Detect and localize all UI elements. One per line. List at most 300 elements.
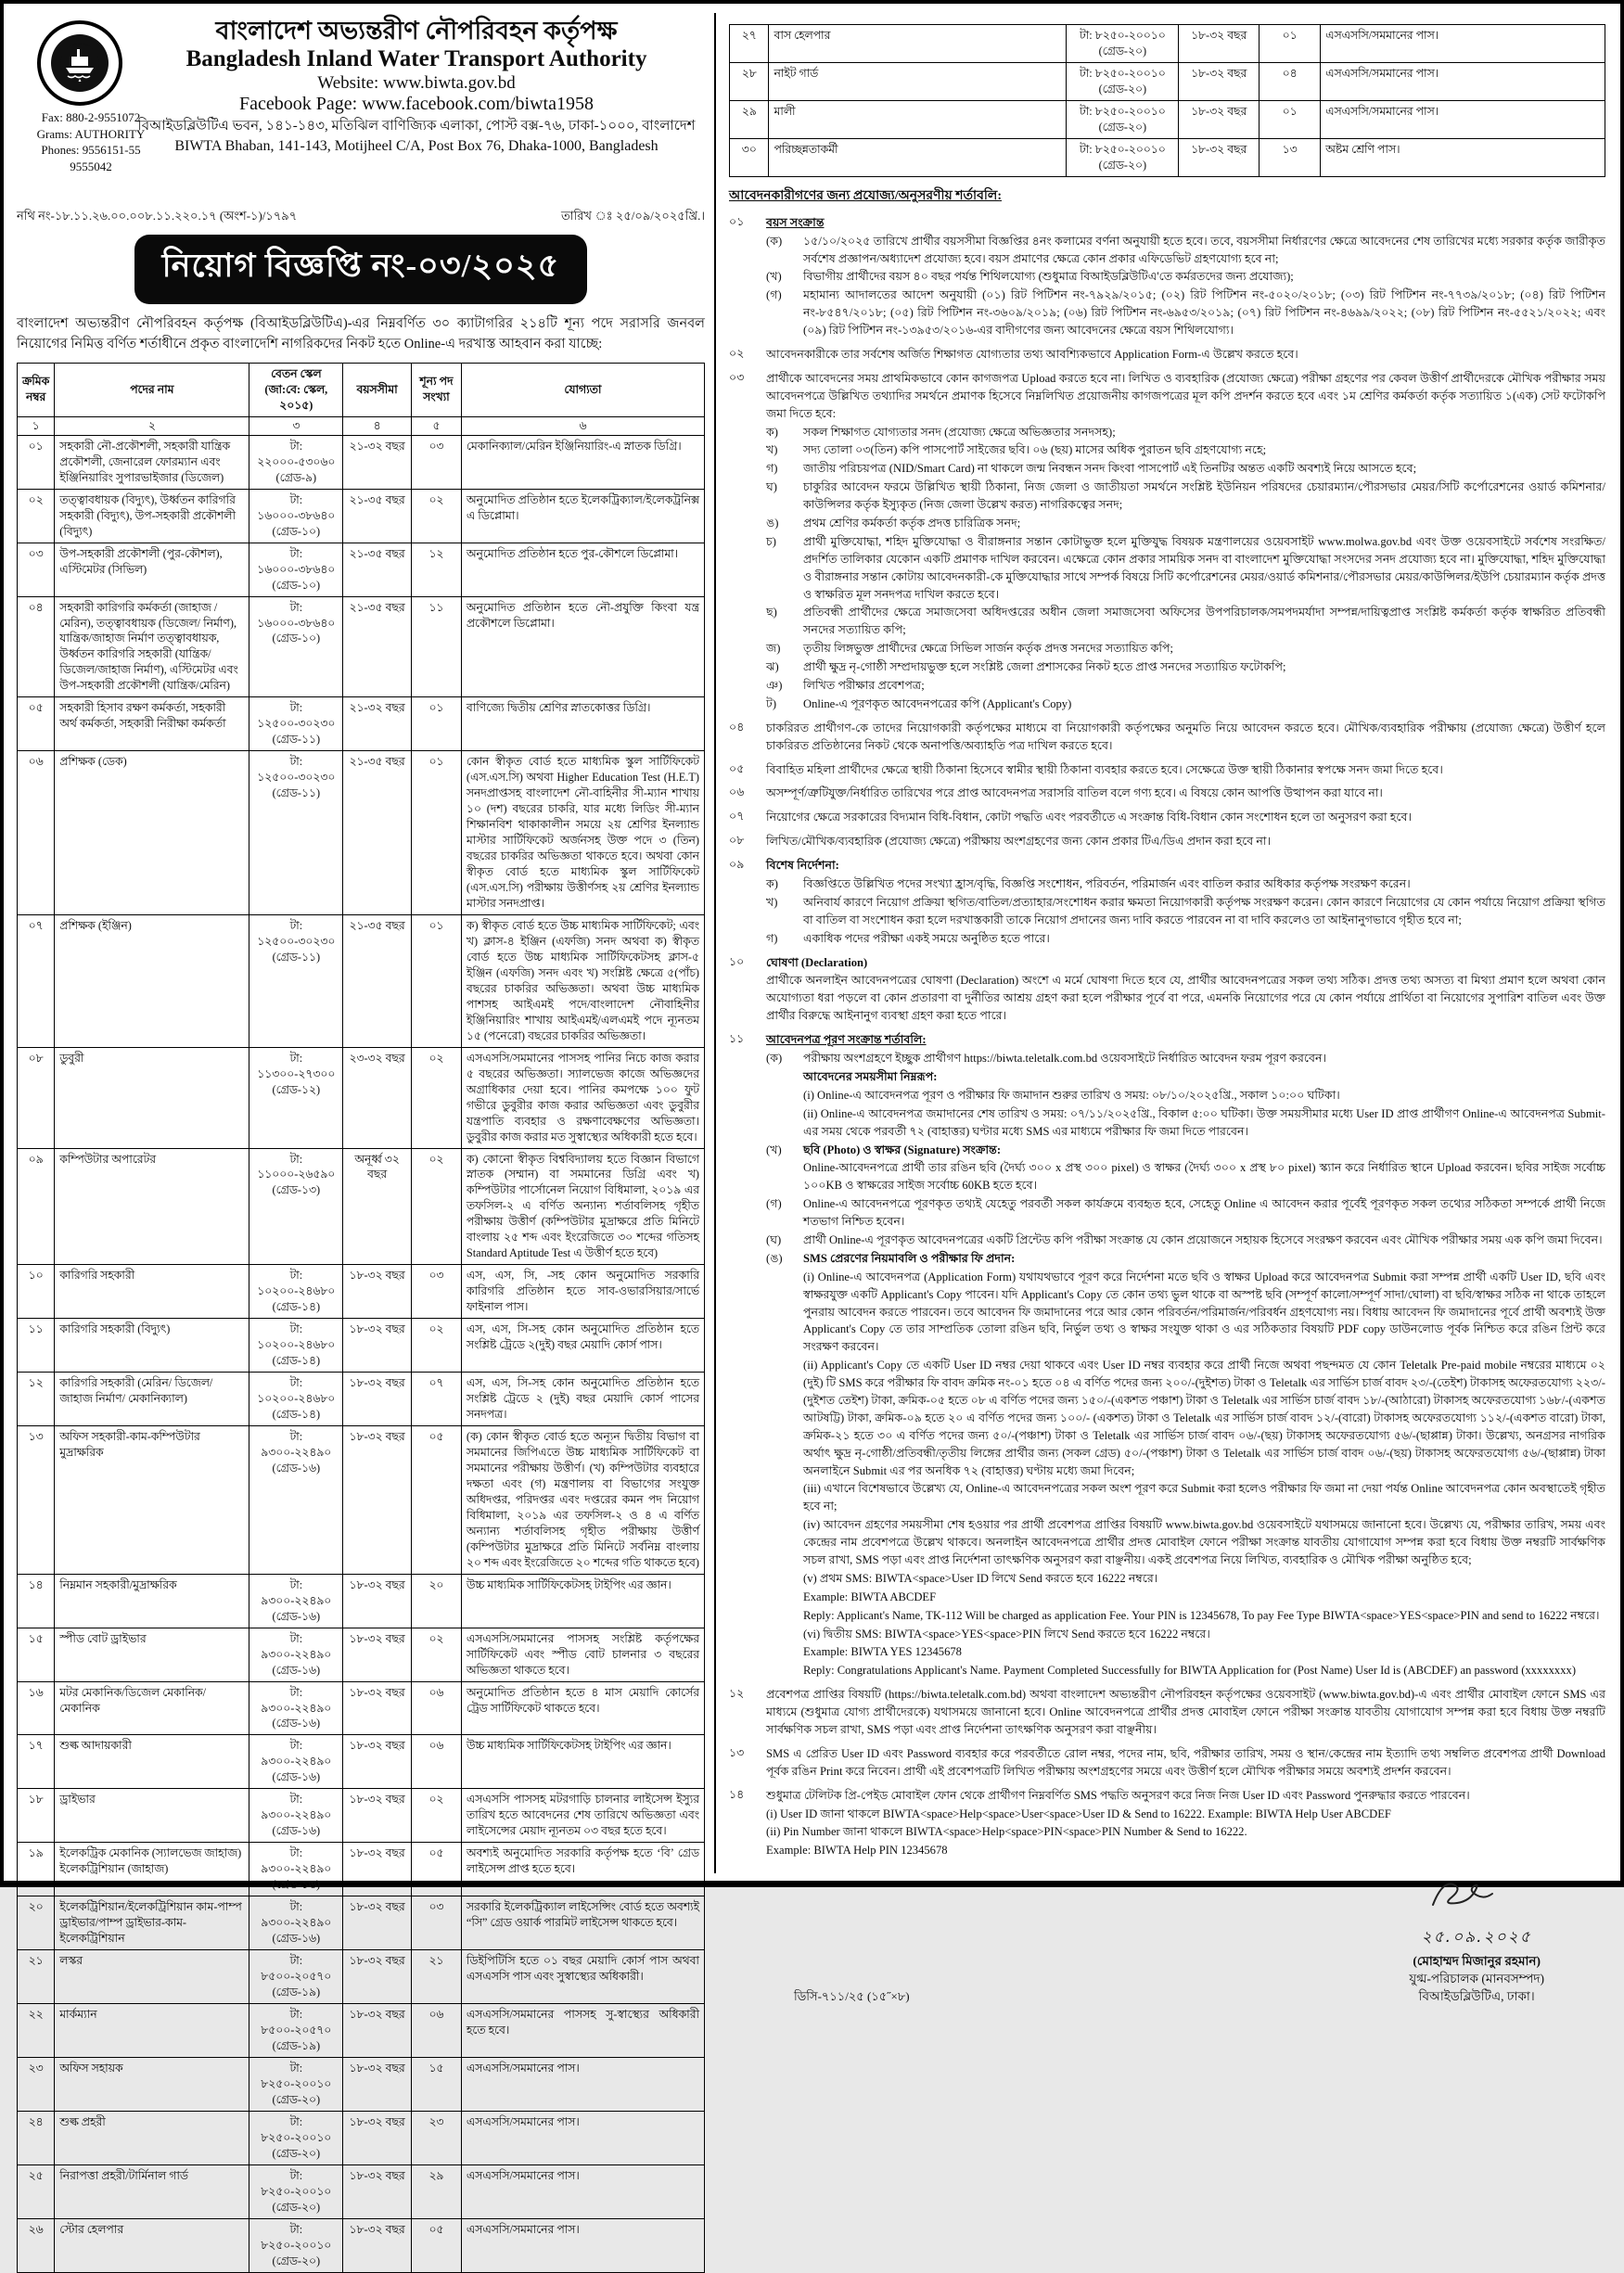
cell-age-limit: ১৮-৩২ বছর <box>343 1426 412 1575</box>
org-title-bn: বাংলাদেশ অভ্যন্তরীণ নৌপরিবহন কর্তৃপক্ষ <box>215 17 618 45</box>
cell-post-name: সহকারী হিসাব রক্ষণ কর্মকর্তা, সহকারী অর্থ কর্মকর্তা, সহকারী নিরীক্ষা কর্মকর্তা <box>55 697 249 751</box>
cell-vacancy: ০৭ <box>412 1373 462 1426</box>
scale-grade: (গ্রেড-১৪) <box>272 1408 321 1422</box>
scale-grade: (গ্রেড-১১) <box>272 786 321 800</box>
cell-serial: ২০ <box>18 1896 55 1950</box>
condition-item <box>729 719 1605 756</box>
file-number: নথি নং-১৮.১১.২৬.০০.০০৮.১১.২২০.১৭ (অংশ-১)/১৭৯৭ <box>17 209 298 223</box>
condition-sub-item <box>766 1250 1605 1268</box>
scale-amount: টা: ৮২৫০-২০০১০ <box>1079 66 1166 80</box>
table-row <box>18 2003 705 2057</box>
cell-pay-scale <box>1067 25 1179 63</box>
condition-sub-item <box>766 479 1605 514</box>
table-row <box>18 1373 705 1426</box>
condition-text: বয়স সংক্রান্ত <box>766 215 825 229</box>
column-number: ৪ <box>343 416 412 435</box>
condition-text: (i) User ID জানা থাকলে BIWTA<space>Help<space>User<space>User ID & Send to 16222. Example: BIWTA Help User ABCDEF <box>766 1807 1391 1820</box>
condition-body <box>766 856 1605 948</box>
notice-title-banner: নিয়োগ বিজ্ঞপ্তি নং-০৩/২০২৫ <box>134 235 588 304</box>
cell-age-limit: ১৮-৩২ বছর <box>343 2111 412 2164</box>
cell-post-name: কারিগরি সহকারী <box>55 1265 249 1319</box>
condition-sub-item <box>766 875 1605 893</box>
cell-pay-scale <box>249 1950 343 2004</box>
cell-age-limit: ২১-৩৫ বছর <box>343 489 412 543</box>
ship-emblem-icon <box>58 42 101 84</box>
condition-item <box>729 1030 1605 1680</box>
condition-number: ০৯ <box>729 858 745 872</box>
condition-text: Example: BIWTA ABCDEF <box>803 1590 937 1603</box>
scale-grade: (গ্রেড-২০) <box>1098 44 1147 57</box>
table-row <box>730 138 1605 176</box>
cell-qualification: বাণিজ্যে দ্বিতীয় শ্রেণির স্নাতকোত্তর ডিগ্রি। <box>461 697 704 751</box>
cell-vacancy: ০১ <box>412 697 462 751</box>
positions-table-right <box>729 24 1605 177</box>
condition-text: লিখিত পরীক্ষার প্রবেশপত্র; <box>803 679 925 693</box>
condition-sub-label: খ) <box>766 895 778 909</box>
biwta-logo-icon <box>37 20 122 106</box>
cell-serial: ১৩ <box>18 1426 55 1575</box>
cell-age-limit: ১৮-৩২ বছর <box>1179 25 1260 63</box>
condition-text: প্রার্থী ক্ষুদ্র নৃ-গোষ্ঠী সম্প্রদায়ভুক্ত হলে সংশ্লিষ্ট জেলা প্রশাসকের নিকট হতে প্রাপ্ত সনদের সত্যায়িত ফটোকপি; <box>803 660 1286 674</box>
cell-serial: ১৭ <box>18 1735 55 1789</box>
condition-item <box>729 1786 1605 1861</box>
cell-post-name: অফিস সহায়ক <box>55 2057 249 2111</box>
cell-serial: ১৪ <box>18 1574 55 1628</box>
cell-age-limit: ১৮-৩২ বছর <box>1179 62 1260 100</box>
cell-post-name: প্রশিক্ষক (ডেক) <box>55 751 249 915</box>
cell-vacancy: ০১ <box>1260 100 1321 138</box>
cell-vacancy: ২৯ <box>412 2164 462 2218</box>
scale-amount: টা: ১৬০০০-৩৮৬৪০ <box>257 546 336 576</box>
condition-body <box>766 953 1605 1027</box>
condition-text: চাকুরির আবেদন ফরমে উল্লিখিত স্থায়ী ঠিকানা, নিজ জেলা ও জাতীয়তা সমর্থনে সংশ্লিষ্ট ইউনিয়ন পরিষদের চেয়ারম্যান/পৌরসভার মেয়র/সিটি কর্পোরেশনের ওয়ার্ড কমিশনার/কাউন্সিলর কর্তৃক ইস্যুকৃত (নিজ জেলা উল্লেখ করত) নাগরিকত্বের সনদ; <box>803 480 1605 512</box>
cell-age-limit: ১৮-৩২ বছর <box>343 1574 412 1628</box>
condition-text: বিভাগীয় প্রার্থীদের বয়স ৪০ বছর পর্যন্ত শিথিলযোগ্য (শুধুমাত্র বিআইডব্লিউটিএ'তে কর্মরতদের জন্য প্রযোজ্য); <box>803 270 1294 284</box>
scale-grade: (গ্রেড-১৯) <box>272 2038 321 2052</box>
table-row <box>18 1789 705 1843</box>
cell-vacancy: ১৩ <box>1260 138 1321 176</box>
cell-serial: ৩০ <box>730 138 769 176</box>
condition-sub-item <box>766 441 1605 459</box>
scale-grade: (গ্রেড-২০) <box>1098 158 1147 172</box>
cell-qualification: এসএসসি/সমমানের পাস। <box>461 2111 704 2164</box>
cell-age-limit: ১৮-৩২ বছর <box>343 1681 412 1735</box>
condition-sub-item <box>766 1142 1605 1159</box>
cell-age-limit: ১৮-৩২ বছর <box>343 2164 412 2218</box>
signatory-org: বিআইডব্লিউটিএ, ঢাকা। <box>1418 1988 1535 2003</box>
cell-qualification: উচ্চ মাধ্যমিক সার্টিফিকেটসহ টাইপিং এর জ্ঞান। <box>461 1735 704 1789</box>
cell-serial: ১৯ <box>18 1843 55 1896</box>
condition-sub-label: গ) <box>766 462 778 476</box>
condition-sub-label: (ক) <box>766 1052 783 1066</box>
scale-grade: (গ্রেড-১১) <box>272 733 321 747</box>
cell-serial: ০২ <box>18 489 55 543</box>
scale-amount: টা: ১৬০০০-৩৮৬৪০ <box>257 492 336 522</box>
condition-text: প্রতিবন্ধী প্রার্থীদের ক্ষেত্রে সমাজসেবা অধিদপ্তরের অধীন জেলা সমাজসেবা অফিসের উপপরিচালক/সমপদমর্যাদা সম্পন্ন/দায়িত্বপ্রাপ্ত সংশ্লিষ্ট কর্মকর্তা কর্তৃক স্বাক্ষরিত প্রতিবন্ধী সনদের সত্যায়িত কপি; <box>803 606 1605 637</box>
cell-pay-scale <box>249 543 343 596</box>
condition-body <box>766 1786 1605 1861</box>
scale-grade: (গ্রেড-১৬) <box>272 1878 321 1892</box>
condition-text: Online-এ পূরণকৃত আবেদনপত্রের কপি (Applicant's Copy) <box>803 696 1072 710</box>
phones-line-2: 9555042 <box>70 159 112 173</box>
cell-pay-scale <box>249 2164 343 2218</box>
cell-serial: ২১ <box>18 1950 55 2004</box>
condition-item <box>729 856 1605 948</box>
cell-serial: ০৯ <box>18 1148 55 1265</box>
cell-vacancy: ০১ <box>412 914 462 1047</box>
column-number: ৫ <box>412 416 462 435</box>
scale-grade: (গ্রেড-১২) <box>272 1082 321 1096</box>
cell-vacancy: ২০ <box>412 1574 462 1628</box>
table-row <box>18 435 705 489</box>
cell-post-name: মটর মেকানিক/ডিজেল মেকানিক/মেকানিক <box>55 1681 249 1735</box>
scale-amount: টা: ২২০০০-৫৩০৬০ <box>257 439 336 468</box>
cell-serial: ০৪ <box>18 596 55 697</box>
cell-vacancy: ১৫ <box>412 2057 462 2111</box>
cell-qualification: এসএসসি/সমমানের পাস। <box>1321 62 1605 100</box>
condition-text: (ii) Applicant's Copy তে একটি User ID নম্বর দেয়া থাকবে এবং User ID নম্বর ব্যবহার করে প্রার্থী নিজে অথবা পছন্দমত যে কোন Teletalk Pre-paid mobile নম্বরের মাধ্যমে ০২ (দুই) টি SMS করে পরীক্ষার ফি বাবদ ক্রমিক নং-০১ হতে ০৪ এ বর্ণিত পদের জন্য ২০০/-(দুইশত) টাকা ও Teletalk এর সার্ভিস চার্জ বাবদ ২৩/-(তেইশ) টাকাসহ অফেরতযোগ্য ২২৩/- (দুইশত তেইশ) টাকা, ক্রমিক-০৫ হতে ০৮ এ বর্ণিত পদের জন্য ১৫০/-(একশত পঞ্চাশ) টাকা ও Teletalk এর সার্ভিস চার্জ বাবদ ১৮/-(আঠারো) টাকাসহ অফেরতযোগ্য ১৬৮/-(একশত আটষট্টি) টাকা, ক্রমিক-০৯ হতে ২০ এ বর্ণিত পদের জন্য ১০০/- (একশত) টাকা ও Teletalk এর সার্ভিস চার্জ বাবদ ১২/-(বারো) টাকাসহ অফেরতযোগ্য ১১২/-(একশত বারো) টাকা, ক্রমিক-২১ হতে ৩০ এ বর্ণিত পদের জন্য ৫০/-(পঞ্চাশ) টাকা ও Teletalk এর সার্ভিস চার্জ বাবদ ০৬/-(ছয়) টাকাসহ অফেরতযোগ্য ৫৬/-(ছাপ্পান্ন) টাকা। উল্লেখ্য, অনগ্রসর নাগরিক অর্থাৎ ক্ষুদ্র নৃ-গোষ্ঠী/প্রতিবন্ধী/তৃতীয় লিঙ্গের প্রার্থীর জন্য (সকল গ্রেড) ৫০/-(পঞ্চাশ) টাকা ও Teletalk এর সার্ভিস চার্জ বাবদ ০৬/-(ছয়) টাকাসহ অফেরতযোগ্য ৫৬/-(ছাপ্পান্ন) টাকা অনলাইনে Submit এর পর অনধিক ৭২ (বাহাত্তর) ঘণ্টায় মধ্যে জমা দিবেন; <box>803 1359 1605 1477</box>
phones-line: Phones: 9556151-55 <box>41 143 141 158</box>
scale-amount: টা: ৯৩০০-২২৪৯০ <box>261 1900 332 1930</box>
cell-post-name: স্টোর হেলপার <box>55 2218 249 2272</box>
cell-vacancy: ০৫ <box>412 1426 462 1575</box>
cell-qualification: এসএসসি পাসসহ মটরগাড়ি চালনার লাইসেন্স ইস্যুর তারিখ হতে আবেদনের শেষ তারিখে অভিজ্ঞতা এবং লাইসেন্সের মেয়াদ ন্যূনতম ০৩ বছর হতে হবে। <box>461 1789 704 1843</box>
scale-amount: টা: ৮২৫০-২০০১০ <box>261 2168 332 2198</box>
table-row <box>18 1950 705 2004</box>
cell-pay-scale <box>1067 62 1179 100</box>
table-row <box>730 100 1605 138</box>
cell-post-name: নিম্নমান সহকারী/মুদ্রাক্ষরিক <box>55 1574 249 1628</box>
condition-text: চাকরিরত প্রার্থীগণ-কে তাদের নিয়োগকারী কর্তৃপক্ষের মাধ্যমে বা নিয়োগকারী কর্তৃপক্ষের অনুমতি নিয়ে আবেদন করতে হবে। মৌখিক/ব্যবহারিক পরীক্ষায় (প্রযোজ্য ক্ষেত্রে) উত্তীর্ণ হলে চাকরিরত প্রতিষ্ঠানের নিকট থেকে অনাপত্তি/অব্যাহতি পত্র দাখিল করতে হবে। <box>766 721 1605 752</box>
signature-block <box>1409 1873 1600 2005</box>
cell-pay-scale <box>249 1047 343 1148</box>
condition-sub-label: চ) <box>766 534 776 548</box>
cell-pay-scale <box>249 2111 343 2164</box>
condition-sub-item <box>766 268 1605 286</box>
signature-scribble-icon <box>1416 1873 1537 1922</box>
scale-amount: টা: ৯৩০০-২২৪৯০ <box>261 1577 332 1607</box>
condition-number: ১৩ <box>729 1745 745 1759</box>
cell-serial: ১০ <box>18 1265 55 1319</box>
condition-sub-item <box>766 640 1605 658</box>
cell-vacancy: ০১ <box>1260 25 1321 63</box>
cell-serial: ০১ <box>18 435 55 489</box>
condition-text: আবেদনকারীকে তার সর্বশেষ অর্জিত শিক্ষাগত যোগ্যতার তথ্য আবশ্যিকভাবে Application Form-এ উল্লেখ করতে হবে। <box>766 347 1298 361</box>
table-row <box>18 1265 705 1319</box>
cell-post-name: উপ-সহকারী প্রকৌশলী (পুর-কৌশল), এস্টিমেটর (সিভিল) <box>55 543 249 596</box>
condition-sub-item <box>766 930 1605 948</box>
cell-pay-scale <box>249 1628 343 1681</box>
cell-post-name: তত্ত্বাবধায়ক (বিদ্যুৎ), উর্ধ্বতন কারিগরি সহকারী (বিদ্যুৎ), উপ-সহকারী প্রকৌশলী (বিদ্যুৎ) <box>55 489 249 543</box>
condition-item <box>729 784 1605 803</box>
condition-sub-item <box>766 1050 1605 1067</box>
cell-vacancy: ০২ <box>412 1628 462 1681</box>
cell-post-name: অফিস সহকারী-কাম-কম্পিউটার মুদ্রাক্ষরিক <box>55 1426 249 1575</box>
scale-grade: (গ্রেড-১৪) <box>272 1354 321 1368</box>
condition-sub-item <box>766 1232 1605 1249</box>
condition-text: বিশেষ নির্দেশনা: <box>766 859 839 873</box>
condition-number: ১০ <box>729 954 745 968</box>
condition-number: ০৮ <box>729 834 745 848</box>
cell-serial: ০৮ <box>18 1047 55 1148</box>
condition-text: (ii) Pin Number জানা থাকলে BIWTA<space>Help<space>PIN<space>PIN Number & Send to 16222. <box>766 1825 1247 1839</box>
condition-sub-item <box>766 604 1605 639</box>
scale-grade: (গ্রেড-১৬) <box>272 1770 321 1784</box>
notice-title-wrap <box>17 235 705 304</box>
cell-post-name: লস্কর <box>55 1950 249 2004</box>
condition-text: (i) Online-এ আবেদনপত্র পূরণ ও পরীক্ষার ফি জমাদান শুরুর তারিখ ও সময়: ০৮/১০/২০২৫খ্রি., সকাল ১০:০০ ঘটিকা। <box>803 1088 1340 1102</box>
scale-grade: (গ্রেড-২০) <box>272 2254 321 2267</box>
cell-qualification: উচ্চ মাধ্যমিক সার্টিফিকেটসহ টাইপিং এর জ্ঞান। <box>461 1574 704 1628</box>
cell-post-name: কম্পিউটার অপারেটর <box>55 1148 249 1265</box>
signature-date: ২৫.০৯.২০২৫ <box>1421 1928 1532 1947</box>
cell-post-name: শুল্ক প্রহরী <box>55 2111 249 2164</box>
table-row <box>18 1628 705 1681</box>
column-header: পদের নাম <box>55 363 249 416</box>
cell-qualification: এসএসসি/সমমানের পাসসহ সু-স্বাস্থ্যের অধিকারী হতে হবে। <box>461 2003 704 2057</box>
table-row <box>18 489 705 543</box>
scale-amount: টা: ৮২৫০-২০০১০ <box>1079 142 1166 156</box>
condition-text: (iii) এখানে বিশেষভাবে উল্লেখ্য যে, Online-এ আবেদনপত্রের সকল অংশ পূরণ করে Submit করা হলেও পরীক্ষার ফি জমা না দেয়া পর্যন্ত Online আবেদনপত্র কোন অবস্থাতেই গৃহীত হবে না; <box>803 1482 1605 1513</box>
condition-sub-label: (খ) <box>766 1143 782 1156</box>
condition-item <box>729 953 1605 1027</box>
scale-grade: (গ্রেড-১০) <box>272 632 321 645</box>
cell-post-name: সহকারী কারিগরি কর্মকর্তা (জাহাজ /মেরিন), তত্ত্বাবধায়ক (ডিজেল/ নির্মাণ), যান্ত্রিক/জাহাজ নির্মাণ তত্ত্বাবধায়ক, উর্ধ্বতন কারিগরি সহকারী (যান্ত্রিক/ডিজেল/জাহাজ নির্মাণ), এস্টিমেটর এবং উপ-সহকারী প্রকৌশলী (যান্ত্রিক/মেরিন) <box>55 596 249 697</box>
cell-pay-scale <box>249 2218 343 2272</box>
table-row <box>18 2164 705 2218</box>
cell-qualification: এসএসসি/সমমানের পাস। <box>461 2164 704 2218</box>
condition-body <box>766 832 1605 851</box>
cell-pay-scale <box>249 2057 343 2111</box>
scale-amount: টা: ৮২৫০-২০০১০ <box>261 2222 332 2252</box>
table-row <box>18 697 705 751</box>
scale-amount: টা: ১২৫০০-৩০২৩০ <box>257 755 336 785</box>
table-row <box>18 914 705 1047</box>
condition-body <box>766 1685 1605 1740</box>
cell-pay-scale <box>249 2003 343 2057</box>
condition-number: ১৪ <box>729 1787 745 1801</box>
scale-amount: টা: ৯৩০০-২২৪৯০ <box>261 1739 332 1769</box>
condition-text: Example: BIWTA YES 12345678 <box>803 1645 962 1659</box>
condition-text: ১৫/১০/২০২৫ তারিখে প্রার্থীর বয়সসীমা বিজ্ঞপ্তির ৪নং কলামের বর্ণনা অনুযায়ী হতে হবে। তবে, বয়সসীমা নির্ধারণের ক্ষেত্রে আবেদনের শেষ তারিখের মধ্যে সরকার কর্তৃক জারীকৃত সর্বশেষ প্রজ্ঞাপন/অধ্যাদেশ প্রযোজ্য হবে। বয়স প্রমাণের ক্ষেত্রে কোন প্রকার এফিডেভিট গ্রহণযোগ্য হবে না; <box>803 234 1605 265</box>
condition-body <box>766 1744 1605 1781</box>
cell-vacancy: ০২ <box>412 489 462 543</box>
cell-post-name: ডুবুরী <box>55 1047 249 1148</box>
condition-text: (vi) দ্বিতীয় SMS: BIWTA<space>YES<space>PIN লিখে Send করতে হবে 16222 নম্বরে। <box>803 1627 1210 1641</box>
condition-text: আবেদনের সময়সীমা নিম্নরূপ: <box>803 1069 938 1083</box>
left-column <box>17 13 714 2267</box>
condition-sub-item <box>766 424 1605 441</box>
cell-age-limit: ১৮-৩২ বছর <box>343 1896 412 1950</box>
cell-vacancy: ০৬ <box>412 1735 462 1789</box>
fax-line: Fax: 880-2-9551072 <box>41 110 141 124</box>
scale-amount: টা: ৯৩০০-২২৪৯০ <box>261 1793 332 1822</box>
condition-text: Online-আবেদনপত্রে প্রার্থী তার রঙিন ছবি (দৈর্ঘ্য ৩০০ x প্রস্থ ৩০০ pixel) ও স্বাক্ষর (দৈর্ঘ্য ৩০০ x প্রস্থ ৮০ pixel) স্ক্যান করে নির্ধারিত স্থানে Upload করবেন। ছবির সাইজ সর্বোচ্চ ১০০KB ও স্বাক্ষরের সাইজ সর্বোচ্চ 60KB হতে হবে। <box>803 1161 1605 1193</box>
scale-grade: (গ্রেড-২০) <box>1098 120 1147 134</box>
cell-serial: ১১ <box>18 1319 55 1373</box>
cell-serial: ০৭ <box>18 914 55 1047</box>
condition-sub-label: ট) <box>766 696 777 710</box>
cell-serial: ২৪ <box>18 2111 55 2164</box>
cell-qualification: এসএসসি/সমমানের পাস। <box>1321 100 1605 138</box>
cell-age-limit: ২১-৩৫ বছর <box>343 596 412 697</box>
scale-amount: টা: ১০২০০-২৪৬৮০ <box>257 1269 336 1298</box>
condition-body <box>766 808 1605 827</box>
condition-item <box>729 808 1605 827</box>
cell-vacancy: ২১ <box>412 1950 462 2004</box>
column-header: শূন্য পদ সংখ্যা <box>412 363 462 416</box>
cell-vacancy: ১২ <box>412 543 462 596</box>
condition-body <box>766 345 1605 364</box>
table-row <box>18 1426 705 1575</box>
table-row <box>18 1843 705 1896</box>
condition-text: Reply: Applicant's Name, TK-112 Will be charged as application Fee. Your PIN is 12345678, To pay Fee Type BIWTA<space>YES<space>PIN and send to 16222 নম্বরে। <box>803 1608 1600 1622</box>
cell-age-limit: ২১-৩৫ বছর <box>343 751 412 915</box>
table-row <box>18 2057 705 2111</box>
cell-pay-scale <box>249 1319 343 1373</box>
table-row <box>18 1681 705 1735</box>
cell-qualification: এস, এস, সি-সহ কোন অনুমোদিত প্রতিষ্ঠান হতে সংশ্লিষ্ট ট্রেডে ২(দুই) বছর মেয়াদি কোর্স পাস। <box>461 1319 704 1373</box>
condition-item <box>729 760 1605 780</box>
cell-qualification: এসএসসি/সমমানের পাস। <box>461 2218 704 2272</box>
cell-serial: ১৫ <box>18 1628 55 1681</box>
scale-grade: (গ্রেড-১৪) <box>272 1300 321 1314</box>
condition-text: ঘোষণা (Declaration) <box>766 955 868 969</box>
cell-qualification: এসএসসি/সমমানের পাসসহ সংশ্লিষ্ট কর্তৃপক্ষের সার্টিফিকেট এবং স্পীড বোট চালনার ৩ বছরের অভিজ্ঞতা থাকতে হবে। <box>461 1628 704 1681</box>
cell-post-name: সহকারী নৌ-প্রকৌশলী, সহকারী যান্ত্রিক প্রকৌশলী, জেনারেল ফোরম্যান এবং ইঞ্জিনিয়ারিং সুপারভাইজার (ডিজেল) <box>55 435 249 489</box>
cell-age-limit: ১৮-৩২ বছর <box>343 1265 412 1319</box>
cell-qualification: মেকানিক্যাল/মেরিন ইঞ্জিনিয়ারিং-এ স্নাতক ডিগ্রি। <box>461 435 704 489</box>
table-row <box>730 62 1605 100</box>
condition-text: প্রার্থী মুক্তিযোদ্ধা, শহিদ মুক্তিযোদ্ধা ও বীরাঙ্গনার সন্তান কোটাভুক্ত হলে মুক্তিযুদ্ধ বিষয়ক মন্ত্রণালয়ের ওয়েবসাইট www.molwa.gov.bd এবং উক্ত ওয়েবসাইটে সর্বশেষ সংরক্ষিত/প্রদর্শিত তালিকার যেকোন একটি প্রমাণক দাখিল করবেন। এক্ষেত্রে কোন প্রকার সাময়িক সনদ বা বাংলাদেশ মুক্তিযোদ্ধা সংসদের সনদ প্রযোজ্য হবে না। মুক্তিযোদ্ধা, শহিদ মুক্তিযোদ্ধা ও বীরাঙ্গনার সন্তান কোটায় আবেদনকারী-কে মুক্তিযোদ্ধার সাথে সম্পর্ক বিষয়ে সিটি কর্পোরেশনের মেয়র/ওয়ার্ড কমিশনার/পৌরসভার মেয়র/কাউন্সিলর/ইউপি চেয়ারম্যান কর্তৃক প্রদত্ত ও স্বাক্ষরিত মূল সনদপত্র দাখিল করতে হবে। <box>803 534 1605 601</box>
condition-body <box>766 213 1605 340</box>
cell-vacancy: ০২ <box>412 1148 462 1265</box>
condition-sub-label: ছ) <box>766 606 777 619</box>
condition-text: সদ্য তোলা ০৩(তিন) কপি পাসপোর্ট সাইজের ছবি। ০৬ (ছয়) মাসের অধিক পুরাতন ছবি গ্রহণযোগ্য নহে; <box>803 443 1267 457</box>
scale-amount: টা: ৮২৫০-২০০১০ <box>1079 29 1166 42</box>
cell-pay-scale <box>249 435 343 489</box>
condition-text: অসম্পূর্ণ/ত্রুটিযুক্ত/নির্ধারিত তারিখের পরে প্রাপ্ত আবেদনপত্র সরাসরি বাতিল বলে গণ্য হবে। এ বিষয়ে কোন আপত্তি উত্থাপন করা যাবে না। <box>766 786 1383 800</box>
condition-text: প্রার্থী Online-এ পূরণকৃত আবেদনপত্রের একটি প্রিন্টেড কপি পরীক্ষা সংক্রান্ত যে কোন প্রয়োজনে সহায়ক হিসেবে সংরক্ষণ করবেন এবং মৌখিক পরীক্ষার সময় এক কপি জমা দিবেন। <box>803 1232 1603 1246</box>
cell-qualification: সরকারি ইলেকট্রিক্যাল লাইসেন্সিং বোর্ড হতে অবশ্যই “সি” গ্রেড ওয়ার্ক পারমিট লাইসেন্স থাকতে হবে। <box>461 1896 704 1950</box>
condition-text: প্রথম শ্রেণির কর্মকর্তা কর্তৃক প্রদত্ত চারিত্রিক সনদ; <box>803 517 1021 530</box>
condition-number: ০৭ <box>729 810 745 824</box>
column-header: বেতন স্কেল (জা:বে: স্কেল, ২০১৫) <box>249 363 343 416</box>
scale-grade: (গ্রেড-১৬) <box>272 1609 321 1623</box>
table-row <box>730 25 1605 63</box>
scale-amount: টা: ৮৫০০-২০৫৭০ <box>261 2007 332 2037</box>
cell-qualification: অবশ্যই অনুমোদিত সরকারি কর্তৃপক্ষ হতে ‘বি’ গ্রেড লাইসেন্স প্রাপ্ত হতে হবে। <box>461 1843 704 1896</box>
condition-sub-label: ঝ) <box>766 660 779 674</box>
facebook-line: Facebook Page: www.facebook.com/biwta1958 <box>239 94 594 115</box>
condition-text: একাধিক পদের পরীক্ষা একই সময়ে অনুষ্ঠিত হতে পারে। <box>803 931 1050 945</box>
cell-age-limit: ২১-৩২ বছর <box>343 697 412 751</box>
column-number: ৩ <box>249 416 343 435</box>
cell-vacancy: ০৬ <box>412 2003 462 2057</box>
condition-text: আবেদনপত্র পূরণ সংক্রান্ত শর্তাবলি: <box>766 1033 927 1047</box>
cell-age-limit: ১৮-৩২ বছর <box>1179 100 1260 138</box>
table-row <box>18 1047 705 1148</box>
condition-text: (i) Online-এ আবেদনপত্র (Application Form) যথাযথভাবে পূরণ করে নির্দেশনা মতে ছবি ও স্বাক্ষর Upload করে আবেদনপত্র Submit করা সম্পন্ন প্রার্থী একটি User ID, ছবি এবং স্বাক্ষরযুক্ত একটি Applicant's Copy পাবেন। যদি Applicant's Copy তে কোন তথ্য ভুল থাকে বা অস্পষ্ট ছবি (সম্পূর্ণ কালো/সম্পূর্ণ সাদা/ঘোলা) বা ছবি/স্বাক্ষর সঠিক না থাকে তাহলে পুনরায় আবেদন করতে পারবেন। তবে আবেদন ফি জমাদানের পরে আর কোন পরিবর্তন/পরিমার্জন/পরিবর্ধন গ্রহণযোগ্য নয়। বিধায় আবেদন ফি জমাদানের পূর্বে প্রার্থী অবশ্যই উক্ত Applicant's Copy তে তার সাম্প্রতিক তোলা রঙিন ছবি, নির্ভুল তথ্য ও স্বাক্ষর সংযুক্ত থাকা ও এর সঠিকতার বিষয়টি PDF copy ডাউনলোড পূর্বক নিশ্চিত করে রঙিন প্রিন্ট করে সংরক্ষণ করবেন। <box>803 1270 1605 1354</box>
scale-grade: (গ্রেড-১৬) <box>272 1824 321 1838</box>
cell-pay-scale <box>249 1681 343 1735</box>
cell-vacancy: ০৫ <box>412 1843 462 1896</box>
condition-item <box>729 213 1605 340</box>
condition-text: প্রবেশপত্র প্রাপ্তির বিষয়টি (https://biwta.teletalk.com.bd) অথবা বাংলাদেশ অভ্যন্তরীণ নৌপরিবহন কর্তৃপক্ষের ওয়েবসাইট (www.biwta.gov.bd)-এ এবং প্রার্থীর মোবাইল ফোনে SMS এর মাধ্যমে (শুধুমাত্র যোগ্য প্রার্থীদেরকে) যথাসময়ে জানানো হবে। Online আবেদনপত্রে প্রার্থীর প্রদত্ত মোবাইল ফোনে পরীক্ষা সংক্রান্ত যাবতীয় যোগাযোগ সম্পন্ন করা হবে বিধায় উক্ত নম্বরটি সার্বক্ষণিক সচল রাখা, SMS পড়া এবং প্রাপ্ত নির্দেশনা তাৎক্ষণিক অনুসরণ করা বাঞ্ছনীয়। <box>766 1688 1605 1736</box>
cell-age-limit: ১৮-৩২ বছর <box>343 2003 412 2057</box>
cell-vacancy: ০৩ <box>412 1896 462 1950</box>
table-row <box>18 2218 705 2272</box>
right-column <box>714 13 1609 2004</box>
cell-vacancy: ০১ <box>412 751 462 915</box>
cell-pay-scale <box>249 1843 343 1896</box>
condition-number: ০৫ <box>729 761 745 775</box>
cell-pay-scale <box>249 697 343 751</box>
table-row <box>18 543 705 596</box>
condition-number: ০৬ <box>729 785 745 799</box>
scale-grade: (গ্রেড-২০) <box>272 2092 321 2106</box>
column-number: ৬ <box>461 416 704 435</box>
condition-text: Example: BIWTA Help PIN 12345678 <box>766 1844 948 1858</box>
cell-vacancy: ০৬ <box>412 1681 462 1735</box>
condition-item <box>729 832 1605 851</box>
scale-amount: টা: ৯৩০০-২২৪৯০ <box>261 1685 332 1715</box>
scale-amount: টা: ৯৩০০-২২৪৯০ <box>261 1430 332 1459</box>
cell-vacancy: ০২ <box>412 1789 462 1843</box>
cell-serial: ২৬ <box>18 2218 55 2272</box>
cell-pay-scale <box>1067 138 1179 176</box>
cell-age-limit: ২১-৩৫ বছর <box>343 914 412 1047</box>
condition-body <box>766 760 1605 780</box>
table-row <box>18 1319 705 1373</box>
condition-sub-item <box>766 677 1605 695</box>
table-row <box>18 1574 705 1628</box>
condition-sub-label: (ক) <box>766 234 783 248</box>
condition-sub-label: খ) <box>766 443 778 457</box>
cell-post-name: প্রশিক্ষক (ইঞ্জিন) <box>55 914 249 1047</box>
cell-age-limit: ১৮-৩২ বছর <box>343 2218 412 2272</box>
cell-post-name: পরিচ্ছন্নতাকর্মী <box>769 138 1067 176</box>
condition-sub-label: (খ) <box>766 270 782 284</box>
table-header-row <box>18 363 705 416</box>
condition-text: তৃতীয় লিঙ্গভুক্ত প্রার্থীদের ক্ষেত্রে সিভিল সার্জন কর্তৃক প্রদত্ত সনদের সত্যায়িত কপি; <box>803 642 1173 656</box>
cell-age-limit: ২৩-৩২ বছর <box>343 1047 412 1148</box>
cell-serial: ২২ <box>18 2003 55 2057</box>
scale-grade: (গ্রেড-৯) <box>275 470 317 484</box>
cell-age-limit: ১৮-৩২ বছর <box>343 1950 412 2004</box>
cell-qualification: এসএসসি/সমমানের পাসসহ পানির নিচে কাজ করার ৫ বছরের অভিজ্ঞতা। স্যালভেজ কাজে অভিজ্ঞদের অগ্রাধিকার দেয়া হবে। পানির কমপক্ষে ১০০ ফুট গভীরে ডুবুরীর কাজ করার অভিজ্ঞতা এবং ডুবুরীর যন্ত্রপাতি ব্যবহার ও রক্ষণাবেক্ষণের অভিজ্ঞতা। ডুবুরীর কাজ করার মত সুস্বাস্থ্যের অধিকারী হতে হবে। <box>461 1047 704 1148</box>
condition-sub-label: গ) <box>766 931 778 945</box>
cell-qualification: কোন স্বীকৃত বোর্ড হতে মাধ্যমিক স্কুল সার্টিফিকেট (এস.এস.সি) অথবা Higher Education Test (H.E.T) সনদপ্রাপ্তসহ বাংলাদেশ নৌ-বাহিনীর সী-ম্যান শাখায় ১০ (দশ) বছরের চাকরি, যার মধ্যে লিডিং সী-ম্যান শিক্ষানবিশ থাকাকালীন সময়ে ২য় শ্রেণির ইনল্যান্ড মাস্টার সার্টিফিকেট অর্জনসহ উক্ত পদে ৩ (তিন) বছরের চাকরির অভিজ্ঞতা থাকতে হবে। অথবা কোন স্বীকৃত বোর্ড হতে মাধ্যমিক স্কুল সার্টিফিকেট (এস.এস.সি) পরীক্ষায় উত্তীর্ণসহ ২য় শ্রেণির ইনল্যান্ড মাস্টার সনদপ্রাপ্ত। <box>461 751 704 915</box>
cell-pay-scale <box>249 751 343 915</box>
cell-pay-scale <box>249 1265 343 1319</box>
cell-post-name: বাস হেলপার <box>769 25 1067 63</box>
condition-body <box>766 1030 1605 1680</box>
positions-table-left <box>17 363 705 2273</box>
cell-post-name: ইলেকট্রিশিয়ান/ইলেকট্রিশিয়ান কাম-পাম্প ড্রাইভার/পাম্প ড্রাইভার-কাম-ইলেকট্রিশিয়ান <box>55 1896 249 1950</box>
cell-serial: ১৬ <box>18 1681 55 1735</box>
condition-number: ০৩ <box>729 370 745 384</box>
condition-text: লিখিত/মৌখিক/ব্যবহারিক (প্রযোজ্য ক্ষেত্রে) পরীক্ষায় অংশগ্রহণের জন্য কোন প্রকার টিএ/ডিএ প্রদান করা হবে না। <box>766 835 1272 849</box>
cell-serial: ০৩ <box>18 543 55 596</box>
org-title-en: Bangladesh Inland Water Transport Authority <box>185 46 647 72</box>
cell-pay-scale <box>249 1373 343 1426</box>
column-number: ১ <box>18 416 55 435</box>
column-number: ২ <box>55 416 249 435</box>
scale-amount: টা: ৮২৫০-২০০১০ <box>261 2114 332 2144</box>
cell-qualification: অষ্টম শ্রেণি পাস। <box>1321 138 1605 176</box>
cell-serial: ২৭ <box>730 25 769 63</box>
